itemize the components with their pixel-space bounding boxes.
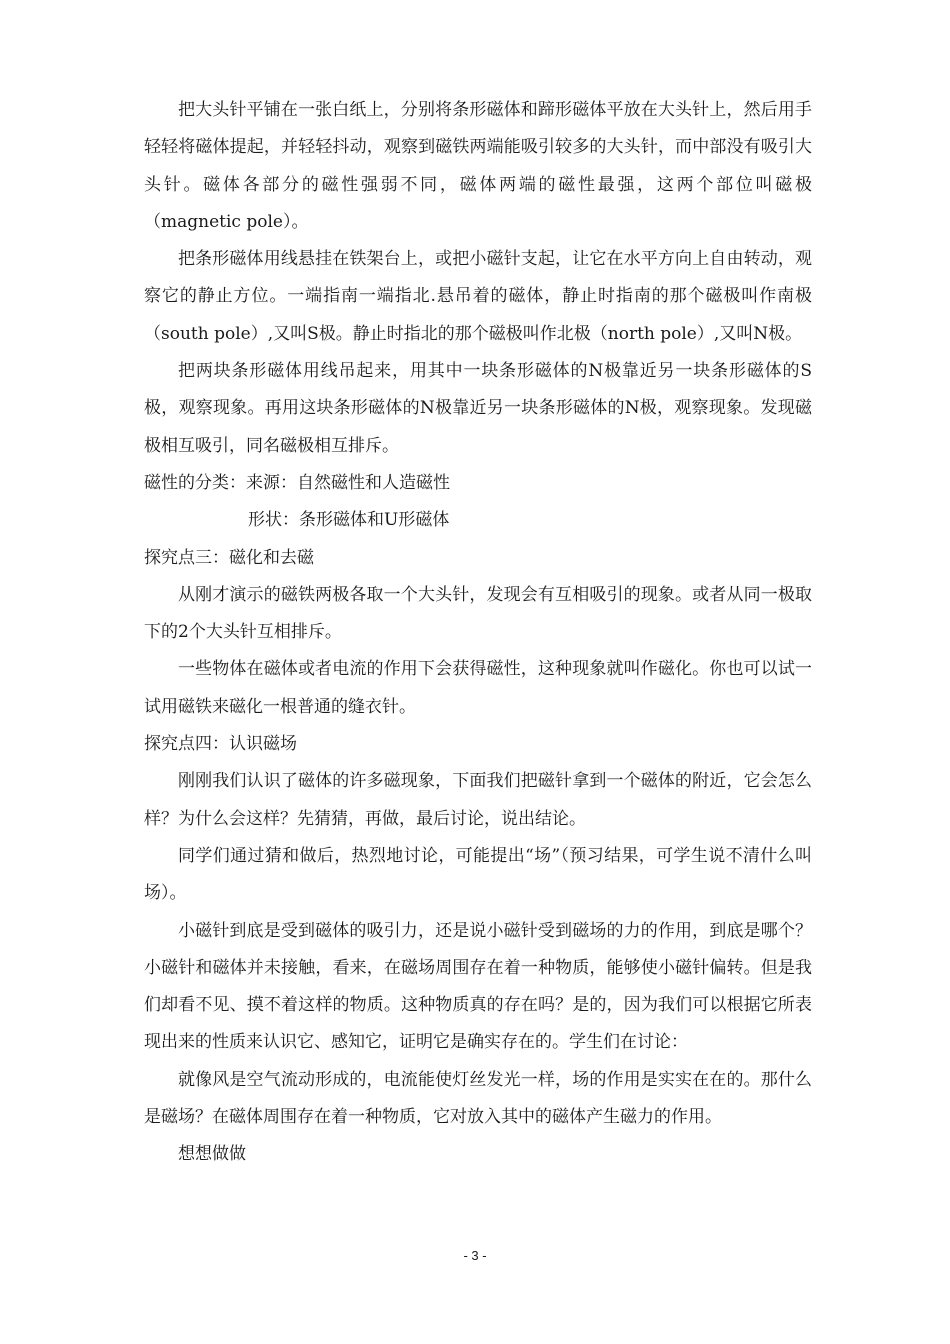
- paragraph-pole-interaction: 把两块条形磁体用线吊起来，用其中一块条形磁体的N极靠近另一块条形磁体的S极，观察现象。再用这块条形磁体的N极靠近另一块条形磁体的N极，观察现象。发现磁极相互吸引，同名磁极相互排斥。: [144, 361, 812, 456]
- paragraph-field-discussion: 同学们通过猜和做后，热烈地讨论，可能提出“场”（预习结果，可学生说不清什么叫场）。: [144, 845, 812, 904]
- page-number: - 3 -: [463, 1248, 487, 1263]
- section-heading-magnetization: 探究点三：磁化和去磁: [144, 547, 314, 568]
- paragraph-magnetic-poles: 把大头针平铺在一张白纸上，分别将条形磁体和蹄形磁体平放在大头针上，然后用手轻轻将磁体提起，并轻轻抖动，观察到磁铁两端能吸引较多的大头针，而中部没有吸引大头针。磁体各部分的磁性强弱不同，磁体两端的磁性最强，这两个部位叫磁极（magnetic pole）。: [144, 100, 812, 232]
- paragraph-south-north-pole: 把条形磁体用线悬挂在铁架台上，或把小磁针支起，让它在水平方向上自由转动，观察它的静止方位。一端指南一端指北.悬吊着的磁体，静止时指南的那个磁极叫作南极（south pole）,又叫S极。静止时指北的那个磁极叫作北极（north pole）,又叫N极。: [144, 249, 812, 344]
- paragraph-pin-demo: 从刚才演示的磁铁两极各取一个大头针，发现会有互相吸引的现象。或者从同一极取下的2个大头针互相排斥。: [144, 584, 812, 643]
- paragraph-field-definition: 就像风是空气流动形成的，电流能使灯丝发光一样，场的作用是实实在在的。那什么是磁场？在磁体周围存在着一种物质，它对放入其中的磁体产生磁力的作用。: [144, 1069, 812, 1128]
- classification-shape: 形状：条形磁体和U形磁体: [248, 510, 450, 531]
- paragraph-needle-question: 刚刚我们认识了磁体的许多磁现象，下面我们把磁针拿到一个磁体的附近，它会怎么样？为什么会这样？先猜猜，再做，最后讨论，说出结论。: [144, 771, 812, 829]
- paragraph-field-existence: 小磁针到底是受到磁体的吸引力，还是说小磁针受到磁场的力的作用，到底是哪个？小磁针和磁体并未接触，看来，在磁场周围存在着一种物质，能够使小磁针偏转。但是我们却看不见、摸不着这样的物质。这种物质真的存在吗？是的，因为我们可以根据它所表现出来的性质来认识它、感知它，证明它是确实存在的。学生们在讨论：: [144, 920, 812, 1053]
- page-content: [144, 92, 812, 1174]
- section-heading-magnetic-field: 探究点四：认识磁场: [144, 734, 297, 755]
- classification-source: 磁性的分类：来源：自然磁性和人造磁性: [144, 472, 450, 493]
- paragraph-think-and-do: 想想做做: [178, 1144, 246, 1165]
- paragraph-magnetization: 一些物体在磁体或者电流的作用下会获得磁性，这种现象就叫作磁化。你也可以试一试用磁铁来磁化一根普通的缝衣针。: [144, 659, 812, 717]
